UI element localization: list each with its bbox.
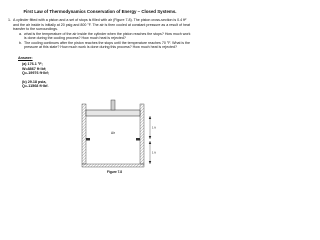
right-stop: [136, 138, 140, 141]
document-page: [0, 0, 200, 176]
cylinder-right-wall: [140, 104, 144, 164]
cylinder-bottom: [82, 164, 144, 167]
piston-rod: [111, 100, 115, 110]
arrow-down-icon: [149, 136, 151, 139]
figure-caption: Figure 7.8: [107, 170, 123, 174]
sub-question-letter: a.: [19, 31, 22, 36]
arrow-up-icon: [149, 141, 151, 144]
arrow-down-icon: [149, 161, 151, 164]
sub-question-text: The cooling continues after the piston reaches the stops until the temperature reaches 70 °F. What is the: [24, 40, 191, 45]
arrow-up-icon: [149, 116, 151, 119]
problem-text-line: and the air inside is initially at 20 psig and 800 °F. The air is then cooled at constant pressure as a result of heat: [13, 22, 190, 27]
sub-question-letter: b.: [19, 40, 22, 45]
page-title: First Law of Thermodynamics Conservation of Energy – Closed Systems.: [23, 9, 177, 14]
answer-line: Q=-11568 ft·lbf.: [22, 84, 49, 89]
air-label: Air: [111, 131, 115, 135]
answer-line: (a) 176.1 °F;: [22, 62, 43, 67]
dimension-label-bottom: 1 ft: [152, 150, 156, 155]
left-stop: [86, 138, 90, 141]
answer-line: (b) 29.18 psia,: [22, 79, 47, 84]
piston: [86, 110, 140, 116]
answer-line: Q=-19976 ft·lbf;: [22, 71, 49, 76]
problem-text-line: A cylinder fitted with a piston and a set of stops is filled with air (Figure 7.8). The piston cross-section is 0.4 ft²: [13, 18, 187, 22]
sub-question-text: what is the temperature of the air inside the cylinder when the piston reaches the stops? How much work: [24, 31, 191, 36]
problem-number: 1.: [8, 18, 11, 22]
answer-heading: Answer:: [18, 56, 33, 60]
problem-text-line: transfer to the surroundings.: [13, 27, 58, 31]
sub-question-text: pressure at this state? How much work is done during this process? How much heat is rejected?: [24, 45, 178, 49]
sub-question-text: is done during the cooling process? How much heat is rejected?: [24, 36, 126, 40]
dimension-label-top: 1 ft: [152, 125, 156, 130]
piston-cylinder-figure: [0, 0, 200, 176]
answer-line: W=8867 ft·lbf;: [22, 66, 47, 71]
cylinder-left-wall: [82, 104, 86, 164]
